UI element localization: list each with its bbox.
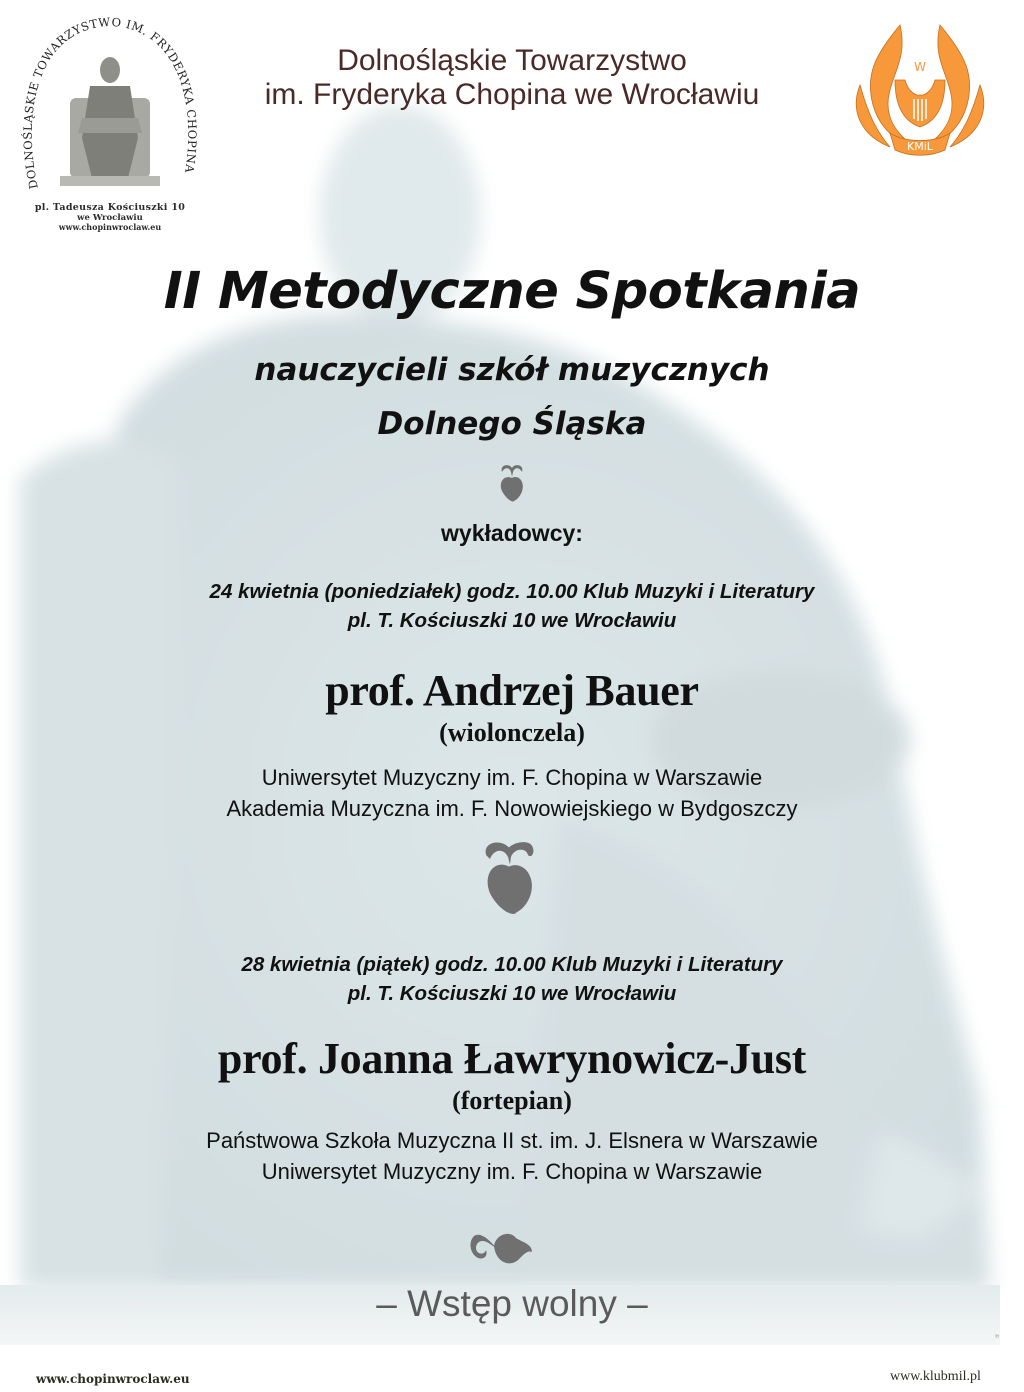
society-logo (20, 8, 200, 230)
lecturer-1-affiliation: Uniwersytet Muzyczny im. F. Chopina w Warszawie (261, 765, 763, 790)
event-2-place: pl. T. Kościuszki 10 we Wrocławiu (347, 982, 677, 1005)
subtitle-line2: Dolnego Śląska (377, 406, 647, 442)
lecturer-1-instrument: (wiolonczela) (439, 718, 585, 747)
kmil-label: KMiL (907, 140, 933, 153)
logo-city: we Wrocławiu (77, 213, 143, 223)
kmil-lyre-flame-icon (845, 15, 995, 160)
free-entry-note: – Wstęp wolny – (376, 1283, 648, 1324)
org-name-line1: Dolnośląskie Towarzystwo (337, 44, 687, 77)
heart-leaf-ornament-icon (466, 1228, 534, 1268)
lecturer-2-affiliation: Państwowa Szkoła Muzyczna II st. im. J. Elsnera w Warszawie (206, 1128, 818, 1153)
lecturer-2-name: prof. Joanna Ławrynowicz-Just (217, 1034, 807, 1083)
chopin-statue-seal-icon (20, 8, 200, 203)
lecturer-2-instrument: (fortepian) (452, 1086, 572, 1115)
lecturer-2-affiliations (0, 1125, 1024, 1187)
heart-vine-ornament-icon (497, 462, 527, 504)
lecturers-label: wykładowcy: (441, 520, 583, 546)
event-title: II Metodyczne Spotkania (163, 262, 861, 321)
logo-website: www.chopinwroclaw.eu (58, 222, 162, 232)
print-mark: © (992, 1334, 999, 1338)
footer-website-klubmil[interactable]: www.klubmil.pl (890, 1369, 981, 1384)
lecturer-1-affiliation: Akademia Muzyczna im. F. Nowowiejskiego w Bydgoszczy (226, 796, 798, 821)
event-1-place: pl. T. Kościuszki 10 we Wrocławiu (347, 609, 677, 632)
lecturer-1-affiliations (0, 762, 1024, 824)
event-1-info (0, 577, 1024, 635)
lecturer-1-name: prof. Andrzej Bauer (325, 666, 699, 715)
organization-name (200, 44, 824, 112)
subtitle-line1: nauczycieli szkół muzycznych (254, 352, 770, 388)
kmil-top-letter: W (914, 60, 926, 74)
lecturer-2-affiliation: Uniwersytet Muzyczny im. F. Chopina w Warszawie (261, 1159, 763, 1184)
event-2-date: 28 kwietnia (piątek) godz. 10.00 Klub Muzyki i Literatury (241, 953, 783, 976)
footer-website-chopin[interactable]: www.chopinwroclaw.eu (36, 1372, 190, 1386)
heart-vine-ornament-icon (473, 838, 545, 918)
event-1-date: 24 kwietnia (poniedziałek) godz. 10.00 Klub Muzyki i Literatury (209, 580, 815, 603)
org-name-line2: im. Fryderyka Chopina we Wrocławiu (264, 78, 760, 111)
event-2-info (0, 950, 1024, 1008)
logo-arc-text: DOLNOŚLĄSKIE TOWARZYSTWO IM. FRYDERYKA CHOPINA (20, 14, 200, 191)
logo-address: pl. Tadeusza Kościuszki 10 (34, 202, 186, 213)
event-subtitle (0, 343, 1024, 451)
kmil-logo (845, 15, 995, 160)
